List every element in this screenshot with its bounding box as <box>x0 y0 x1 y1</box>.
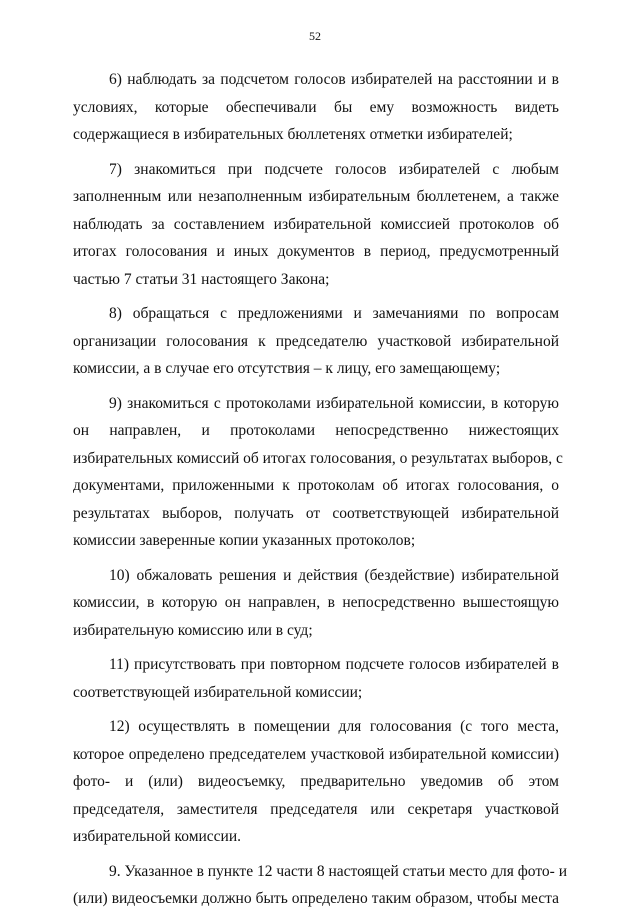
text-line: комиссии заверенные копии указанных протоколов; <box>73 532 416 549</box>
text-line: избирательных комиссий об итогах голосования, о результатах выборов, с <box>73 449 563 467</box>
text-line: содержащиеся в избирательных бюллетенях отметки избирателей; <box>73 126 513 143</box>
text-line: условиях, которые обеспечивали бы ему возможность видеть <box>73 98 559 116</box>
paragraph <box>73 858 567 913</box>
paragraph <box>73 156 559 294</box>
text-line: комиссии, а в случае его отсутствия – к лицу, его замещающему; <box>73 360 501 377</box>
paragraph <box>73 300 559 383</box>
paragraph <box>73 651 559 706</box>
paragraph <box>73 66 559 149</box>
text-line: 8) обращаться с предложениями и замечаниями по вопросам <box>109 305 559 322</box>
paragraph <box>73 390 563 555</box>
text-line: которое определено председателем участковой избирательной комиссии) <box>73 745 559 763</box>
paragraph <box>73 713 559 851</box>
text-line: заполненным или незаполненным избирательным бюллетенем, а также <box>73 188 559 205</box>
text-line: 11) присутствовать при повторном подсчете голосов избирателей в <box>109 656 559 673</box>
text-line: он направлен, и протоколами непосредственно нижестоящих <box>73 422 559 439</box>
text-line: комиссии, в которую он направлен, в непосредственно вышестоящую <box>73 594 559 611</box>
text-line: 12) осуществлять в помещении для голосования (с того места, <box>109 718 559 735</box>
text-line: итогах голосования и иных документов в период, предусмотренный <box>73 243 559 260</box>
text-line: 10) обжаловать решения и действия (бездействие) избирательной <box>109 566 559 584</box>
text-line: 9) знакомиться с протоколами избирательной комиссии, в которую <box>109 394 559 412</box>
text-line: избирательную комиссию или в суд; <box>73 621 313 639</box>
text-line: наблюдать за составлением избирательной комиссией протоколов об <box>73 215 559 233</box>
text-line: результатах выборов, получать от соответствующей избирательной <box>73 504 559 522</box>
text-line: соответствующей избирательной комиссии; <box>73 683 363 701</box>
text-line: избирательной комиссии. <box>73 828 242 845</box>
text-line: фото- и (или) видеосъемку, предварительно уведомив об этом <box>73 773 559 790</box>
text-line: организации голосования к председателю участковой избирательной <box>73 332 559 350</box>
text-line: (или) видеосъемки должно быть определено таким образом, чтобы места <box>73 890 559 907</box>
page-number: 52 <box>309 29 321 43</box>
text-line: 9. Указанное в пункте 12 части 8 настоящей статьи место для фото- и <box>109 862 567 880</box>
document-body <box>73 66 567 913</box>
text-line: частью 7 статьи 31 настоящего Закона; <box>73 270 330 288</box>
text-line: документами, приложенными к протоколам об итогах голосования, о <box>73 477 559 494</box>
text-line: 7) знакомиться при подсчете голосов избирателей с любым <box>109 160 559 178</box>
text-line: председателя, заместителя председателя или секретаря участковой <box>73 800 559 818</box>
text-line: 6) наблюдать за подсчетом голосов избирателей на расстоянии и в <box>109 71 559 88</box>
paragraph <box>73 562 559 645</box>
